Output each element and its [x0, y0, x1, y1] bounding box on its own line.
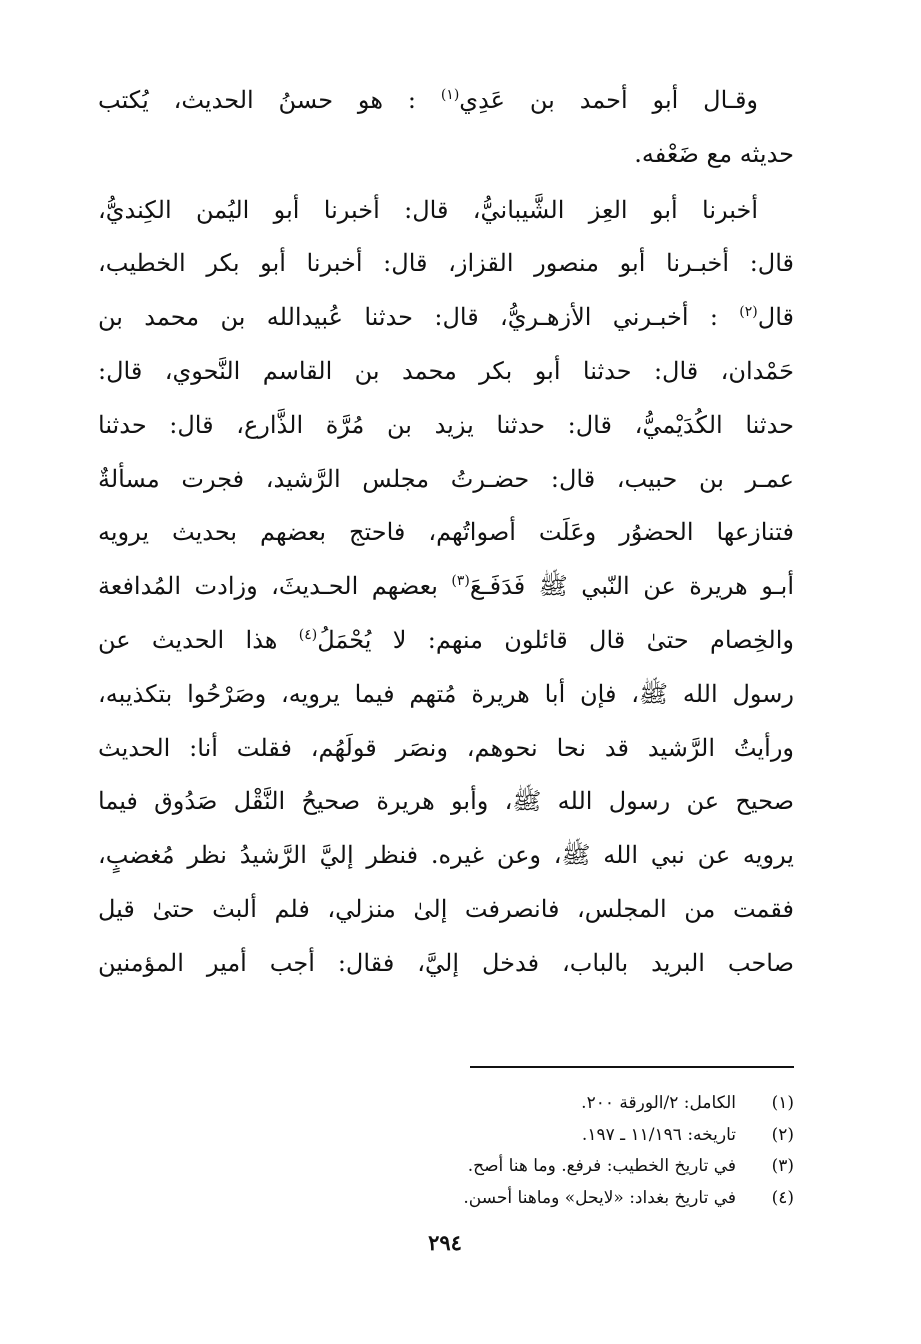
footnote-number: (٤): [771, 1187, 794, 1208]
main-text: [98, 74, 794, 991]
text-line: حَمْدان، قال: حدثنا أبو بكر محمد بن القاسم النَّحوي، قال:: [98, 356, 794, 385]
footnote-item: [300, 1151, 794, 1183]
footnotes: [300, 1088, 794, 1214]
footnote-text: في تاريخ الخطيب: فرفع. وما هنا أصح.: [467, 1156, 736, 1176]
text-line: حدثنا الكُدَيْميُّ، قال: حدثنا يزيد بن مُرَّة الذَّارع، قال: حدثنا: [98, 410, 794, 439]
text-line: قال: أخبـرنا أبو منصور القزاز، قال: أخبرنا أبو بكر الخطيب،: [98, 249, 794, 278]
footnote-number: (١): [771, 1093, 794, 1113]
footnote-text: في تاريخ بغداد: «لايحل» وماهنا أحسن.: [463, 1187, 736, 1208]
text-line: رسول الله ﷺ، فإن أبا هريرة مُتهم فيما يرويه، وصَرْحُوا بتكذيبه،: [98, 679, 794, 708]
text-line: أخبرنا أبو العِز الشَّيبانيُّ، قال: أخبرنا أبو اليُمن الكِنديُّ،: [98, 195, 758, 224]
text-line: أبـو هريرة عن النّبي ﷺ فَدَفَـعَ$^{(٣)}$ بعضهم الحـديثَ، وزادت المُدافعة: [98, 572, 794, 601]
footnote-item: [300, 1120, 794, 1152]
footnote-text: الكامل: ٢/الورقة ٢٠٠.: [581, 1093, 736, 1113]
text-line: صاحب البريد بالباب، فدخل إليَّ، فقال: أجب أمير المؤمنين: [98, 948, 794, 977]
footnote-number: (٣): [771, 1156, 794, 1176]
footnote-ref-1[interactable]: (١): [440, 87, 460, 103]
footnote-ref-4[interactable]: (٤): [298, 626, 318, 643]
footnote-item: [300, 1183, 794, 1215]
footnote-ref-3[interactable]: (٣): [451, 573, 470, 590]
footnote-text: تاريخه: ١١/١٩٦ ـ ١٩٧.: [581, 1124, 736, 1145]
text-line: والخِصام حتىٰ قال قائلون منهم: لا يُحْمَلُ$^{(٤)}$ هذا الحديث عن: [98, 625, 795, 654]
text-line: حديثه مع ضَعْفه.: [634, 139, 794, 168]
text-line: فتنازعها الحضوُر وعَلَت أصواتُهم، فاحتج بعضهم بحديث يرويه: [98, 518, 794, 547]
page-number: ٢٩٤: [428, 1230, 462, 1255]
footnote-ref-2[interactable]: (٢): [739, 304, 758, 321]
text-line: فقمت من المجلس، فانصرفت إلىٰ منزلي، فلم ألبث حتىٰ قيل: [98, 894, 794, 923]
paragraph-2: [98, 184, 794, 991]
text-line: عمـر بن حبيب، قال: حضـرتُ مجلس الرَّشيد، فجرت مسألةٌ: [98, 464, 794, 493]
text-line: قال$^{(٢)}$ : أخبـرني الأزهـريُّ، قال: حدثنا عُبيدالله بن محمد بن: [98, 303, 794, 332]
footnote-separator: [470, 1066, 794, 1068]
text-line: وقـال أبو أحمد بن عَدِي$^{(١)}$ : هو حسنُ الحديث، يُكتب: [98, 86, 759, 114]
text-line: صحيح عن رسول الله ﷺ، وأبو هريرة صحيحُ النَّقْل صَدُوق فيما: [98, 787, 794, 816]
footnote-number: (٢): [771, 1124, 794, 1145]
footnote-item: [300, 1088, 794, 1120]
text-line: يرويه عن نبي الله ﷺ، وعن غيره. فنظر إليَّ الرَّشيدُ نظر مُغضبٍ،: [98, 841, 794, 870]
text-line: ورأيتُ الرَّشيد قد نحا نحوهم، ونصَر قولَهُم، فقلت أنا: الحديث: [98, 733, 794, 762]
paragraph-1: [98, 74, 794, 182]
